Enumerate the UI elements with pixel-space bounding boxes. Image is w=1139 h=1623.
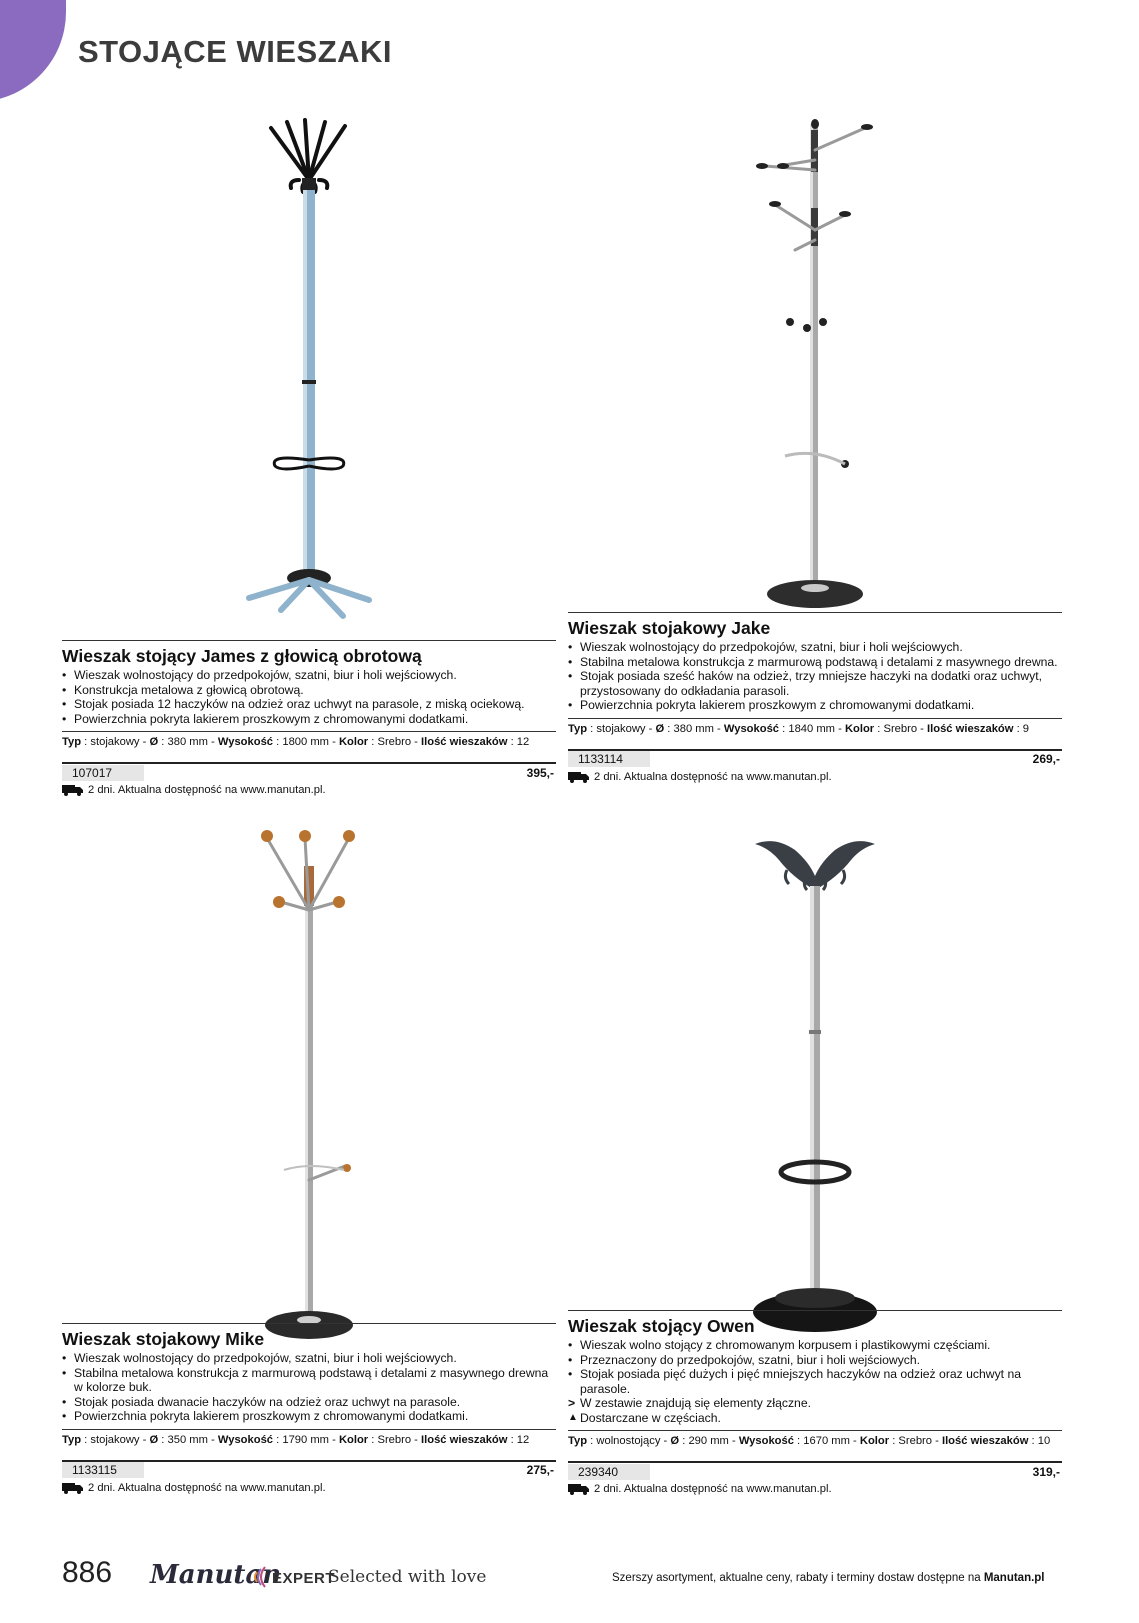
feature-list xyxy=(568,1338,1062,1425)
delivery-truck-icon xyxy=(568,1483,590,1495)
spec-value: stojakowy xyxy=(90,1433,140,1446)
brand-tagline: Selected with love xyxy=(328,1567,487,1587)
delivery-truck-icon xyxy=(568,771,590,783)
sku-code[interactable]: 239340 xyxy=(568,1464,650,1480)
availability-line xyxy=(62,1481,556,1495)
spec-label: Kolor xyxy=(844,722,875,735)
spec-label: Ilość wieszaków xyxy=(927,722,1014,735)
feature-item: • Stojak posiada 12 haczyków na odzież oraz uchwyt na parasole, z miską ociekową. xyxy=(62,697,556,712)
feature-list xyxy=(62,1351,556,1424)
spec-value: 380 mm xyxy=(167,736,208,748)
spec-value: 12 xyxy=(516,736,530,748)
product-title[interactable]: Wieszak stojakowy Jake xyxy=(568,612,1062,638)
feature-item: • Stojak posiada dwanacie haczyków na odzież oraz uchwyt na parasole. xyxy=(62,1395,556,1410)
feature-item: • Konstrukcja metalowa z głowicą obrotową. xyxy=(62,683,556,698)
spec-label: Wysokość xyxy=(723,722,780,735)
price: 395,- xyxy=(526,765,554,780)
note-item: > W zestawie znajdują się elementy złączne. xyxy=(568,1396,1062,1411)
spec-label: Typ xyxy=(62,736,82,748)
spec-label: Ilość wieszaków xyxy=(941,1435,1029,1447)
spec-label: Kolor xyxy=(338,736,369,748)
spec-value: 380 mm xyxy=(673,722,714,735)
feature-item: • Wieszak wolnostojący do przedpokojów, szatni, biur i holi wejściowych. xyxy=(568,640,1062,655)
coat-stand-chrome-icon xyxy=(715,110,915,625)
spec-value: 290 mm xyxy=(688,1435,729,1447)
delivery-truck-icon xyxy=(62,784,84,796)
spec-line: Typ : wolnostojący - Ø : 290 mm - Wysokość : 1670 mm - Kolor : Srebro - Ilość wieszaków : 10 xyxy=(568,1430,1062,1448)
spec-label: Kolor xyxy=(338,1433,369,1446)
spec-label: Typ xyxy=(568,1435,588,1447)
product-title[interactable]: Wieszak stojący Owen xyxy=(568,1310,1062,1336)
feature-list xyxy=(568,640,1062,713)
sku-code[interactable]: 107017 xyxy=(62,765,144,781)
spec-value: 1800 mm xyxy=(282,736,329,748)
availability-text: 2 dni. Aktualna dostępność na www.manutan.pl. xyxy=(594,1483,832,1495)
coat-stand-blue-icon xyxy=(209,110,409,640)
order-row xyxy=(62,1460,556,1479)
spec-value: 9 xyxy=(1022,722,1030,735)
coat-stand-wooden-knobs-icon xyxy=(209,830,409,1360)
page-number: 886 xyxy=(62,1556,113,1589)
spec-line: Typ : stojakowy - Ø : 350 mm - Wysokość : 1790 mm - Kolor : Srebro - Ilość wieszaków : 12 xyxy=(62,1429,556,1447)
order-row xyxy=(568,1461,1062,1480)
spec-value: Srebro xyxy=(377,1433,412,1446)
feature-item: • Stabilna metalowa konstrukcja z marmurową podstawą i detalami z masywnego drewna. xyxy=(568,655,1062,670)
spec-label: Ø xyxy=(149,736,159,748)
spec-label: Ø xyxy=(149,1433,159,1446)
order-row xyxy=(62,762,556,781)
price: 319,- xyxy=(1032,1464,1060,1479)
note-item: ▲ Dostarczane w częściach. xyxy=(568,1411,1062,1426)
spec-value: 10 xyxy=(1037,1435,1051,1447)
sku-code[interactable]: 1133114 xyxy=(568,751,650,767)
feature-item: • Powierzchnia pokryta lakierem proszkowym z chromowanymi dodatkami. xyxy=(568,698,1062,713)
spec-value: Srebro xyxy=(883,722,918,735)
spec-value: stojakowy xyxy=(596,722,646,735)
availability-text: 2 dni. Aktualna dostępność na www.manutan.pl. xyxy=(88,1481,326,1494)
feature-item: • Powierzchnia pokryta lakierem proszkowym z chromowanymi dodatkami. xyxy=(62,1409,556,1424)
product-title[interactable]: Wieszak stojakowy Mike xyxy=(62,1323,556,1349)
page-title: STOJĄCE WIESZAKI xyxy=(78,34,393,69)
feature-item: • Stabilna metalowa konstrukcja z marmurową podstawą i detalami z masywnego drewna w kolorze buk. xyxy=(62,1366,556,1395)
footer-site-link[interactable]: Manutan.pl xyxy=(983,1572,1045,1584)
brand-logo: Manutan xyxy=(150,1560,282,1590)
feature-item: • Wieszak wolnostojący do przedpokojów, szatni, biur i holi wejściowych. xyxy=(62,668,556,683)
feature-item: • Przeznaczony do przedpokojów, szatni, biur i holi wejściowych. xyxy=(568,1353,1062,1368)
spec-label: Wysokość xyxy=(738,1435,794,1447)
corner-accent xyxy=(0,0,66,102)
spec-value: 1670 mm xyxy=(803,1435,850,1447)
feature-item: • Wieszak wolno stojący z chromowanym korpusem i plastikowymi częściami. xyxy=(568,1338,1062,1353)
coat-stand-black-base-icon xyxy=(715,830,915,1350)
feature-item: • Stojak posiada sześć haków na odzież, trzy mniejsze haczyki na dodatki oraz uchwyt, przystosowany do odkładania parasoli. xyxy=(568,669,1062,698)
spec-value: Srebro xyxy=(898,1435,933,1447)
product-image[interactable] xyxy=(568,830,1062,1350)
spec-label: Kolor xyxy=(859,1435,890,1447)
price: 269,- xyxy=(1032,752,1060,766)
feature-item: • Wieszak wolnostojący do przedpokojów, szatni, biur i holi wejściowych. xyxy=(62,1351,556,1366)
spec-value: stojakowy xyxy=(90,736,140,748)
brand-expert-label: EXPERT xyxy=(272,1570,336,1587)
spec-label: Typ xyxy=(62,1433,82,1446)
spec-label: Wysokość xyxy=(217,1433,274,1446)
spec-value: 1840 mm xyxy=(788,722,835,735)
spec-label: Ø xyxy=(670,1435,680,1447)
spec-label: Typ xyxy=(568,722,588,735)
spec-line: Typ : stojakowy - Ø : 380 mm - Wysokość : 1800 mm - Kolor : Srebro - Ilość wieszaków : 12 xyxy=(62,731,556,749)
sku-code[interactable]: 1133115 xyxy=(62,1462,144,1478)
price: 275,- xyxy=(526,1463,554,1477)
spec-value: 12 xyxy=(516,1433,530,1446)
product-image[interactable] xyxy=(62,110,556,640)
product-image[interactable] xyxy=(568,110,1062,625)
spec-line: Typ : stojakowy - Ø : 380 mm - Wysokość : 1840 mm - Kolor : Srebro - Ilość wieszaków : 9 xyxy=(568,718,1062,736)
availability-line xyxy=(62,783,556,797)
spec-label: Ilość wieszaków xyxy=(421,1433,508,1446)
order-row xyxy=(568,749,1062,768)
availability-line xyxy=(568,1482,1062,1496)
footer-text: Szerszy asortyment, aktualne ceny, rabaty i terminy dostaw dostępne na xyxy=(612,1572,984,1584)
availability-text: 2 dni. Aktualna dostępność na www.manutan.pl. xyxy=(88,784,326,796)
spec-label: Wysokość xyxy=(217,736,274,748)
footer-note xyxy=(612,1572,1045,1584)
product-title[interactable]: Wieszak stojący James z głowicą obrotową xyxy=(62,640,556,666)
availability-text: 2 dni. Aktualna dostępność na www.manutan.pl. xyxy=(594,770,832,783)
spec-value: 350 mm xyxy=(167,1433,208,1446)
spec-value: 1790 mm xyxy=(282,1433,329,1446)
feature-item: • Stojak posiada pięć dużych i pięć mniejszych haczyków na odzież oraz uchwyt na parasole. xyxy=(568,1367,1062,1396)
spec-value: Srebro xyxy=(377,736,412,748)
delivery-truck-icon xyxy=(62,1482,84,1494)
brand-waves-icon xyxy=(247,1565,271,1589)
feature-item: • Powierzchnia pokryta lakierem proszkowym z chromowanymi dodatkami. xyxy=(62,712,556,727)
spec-label: Ø xyxy=(655,722,665,735)
feature-list xyxy=(62,668,556,726)
product-image[interactable] xyxy=(62,830,556,1360)
availability-line xyxy=(568,770,1062,784)
spec-value: wolnostojący xyxy=(596,1435,661,1447)
spec-label: Ilość wieszaków xyxy=(421,736,508,748)
